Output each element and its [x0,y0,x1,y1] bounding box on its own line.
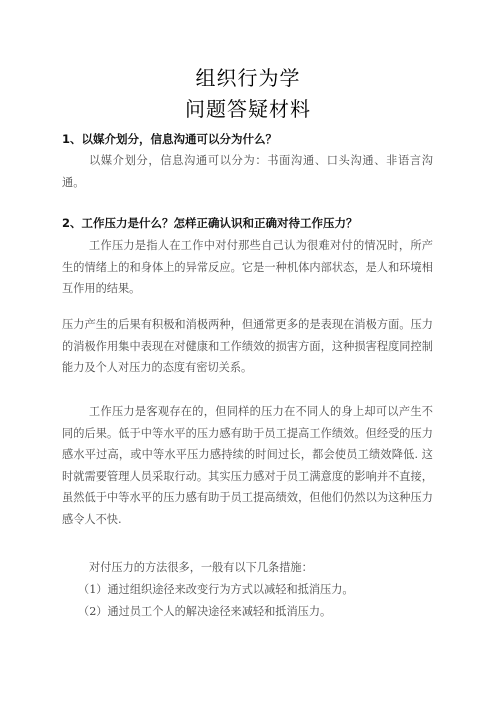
question-1-heading: 1、以媒介划分，信息沟通可以分为什么？ [62,132,277,146]
answer-2-paragraph-3: 工作压力是客观存在的，但同样的压力在不同人的身上却可以产生不同的后果。低于中等水平的压力感有助于员工提高工作绩效。但经受的压力感水平过高，或中等水平压力感持续的时间过长，都会使员工绩效降低. 这时就需要管理人员采取行动。其实压力感对于员工满意度的影响并不直接，虽然低于中等水平的压力感有助于员工提高绩效，但他们仍然以为这种压力感令人不快. [62,405,433,526]
document-title: 组织行为学 [195,66,301,90]
measure-item-1: （1）通过组织途径来改变行为方式以减轻和抵消压力。 [78,583,354,596]
question-2-heading: 2、工作压力是什么？怎样正确认识和正确对待工作压力？ [62,216,358,230]
question-1-answer: 以媒介划分，信息沟通可以分为：书面沟通、口头沟通、非语言沟通。 [62,154,433,189]
document-subtitle: 问题答疑材料 [185,97,311,121]
measure-item-2: （2）通过员工个人的解决途径来减轻和抵消压力。 [78,605,332,618]
answer-2-paragraph-2: 压力产生的后果有积极和消极两种，但通常更多的是表现在消极方面。压力的消极作用集中表现在对健康和工作绩效的损害方面，这种损害程度同控制能力及个人对压力的态度有密切关系。 [62,318,433,374]
answer-2-paragraph-4: 对付压力的方法很多，一般有以下几条措施： [89,561,313,574]
answer-2-paragraph-1: 工作压力是指人在工作中对付那些自己认为很难对付的情况时，所产生的情绪上的和身体上的异常反应。它是一种机体内部状态，是人和环境相互作用的结果。 [62,239,433,295]
